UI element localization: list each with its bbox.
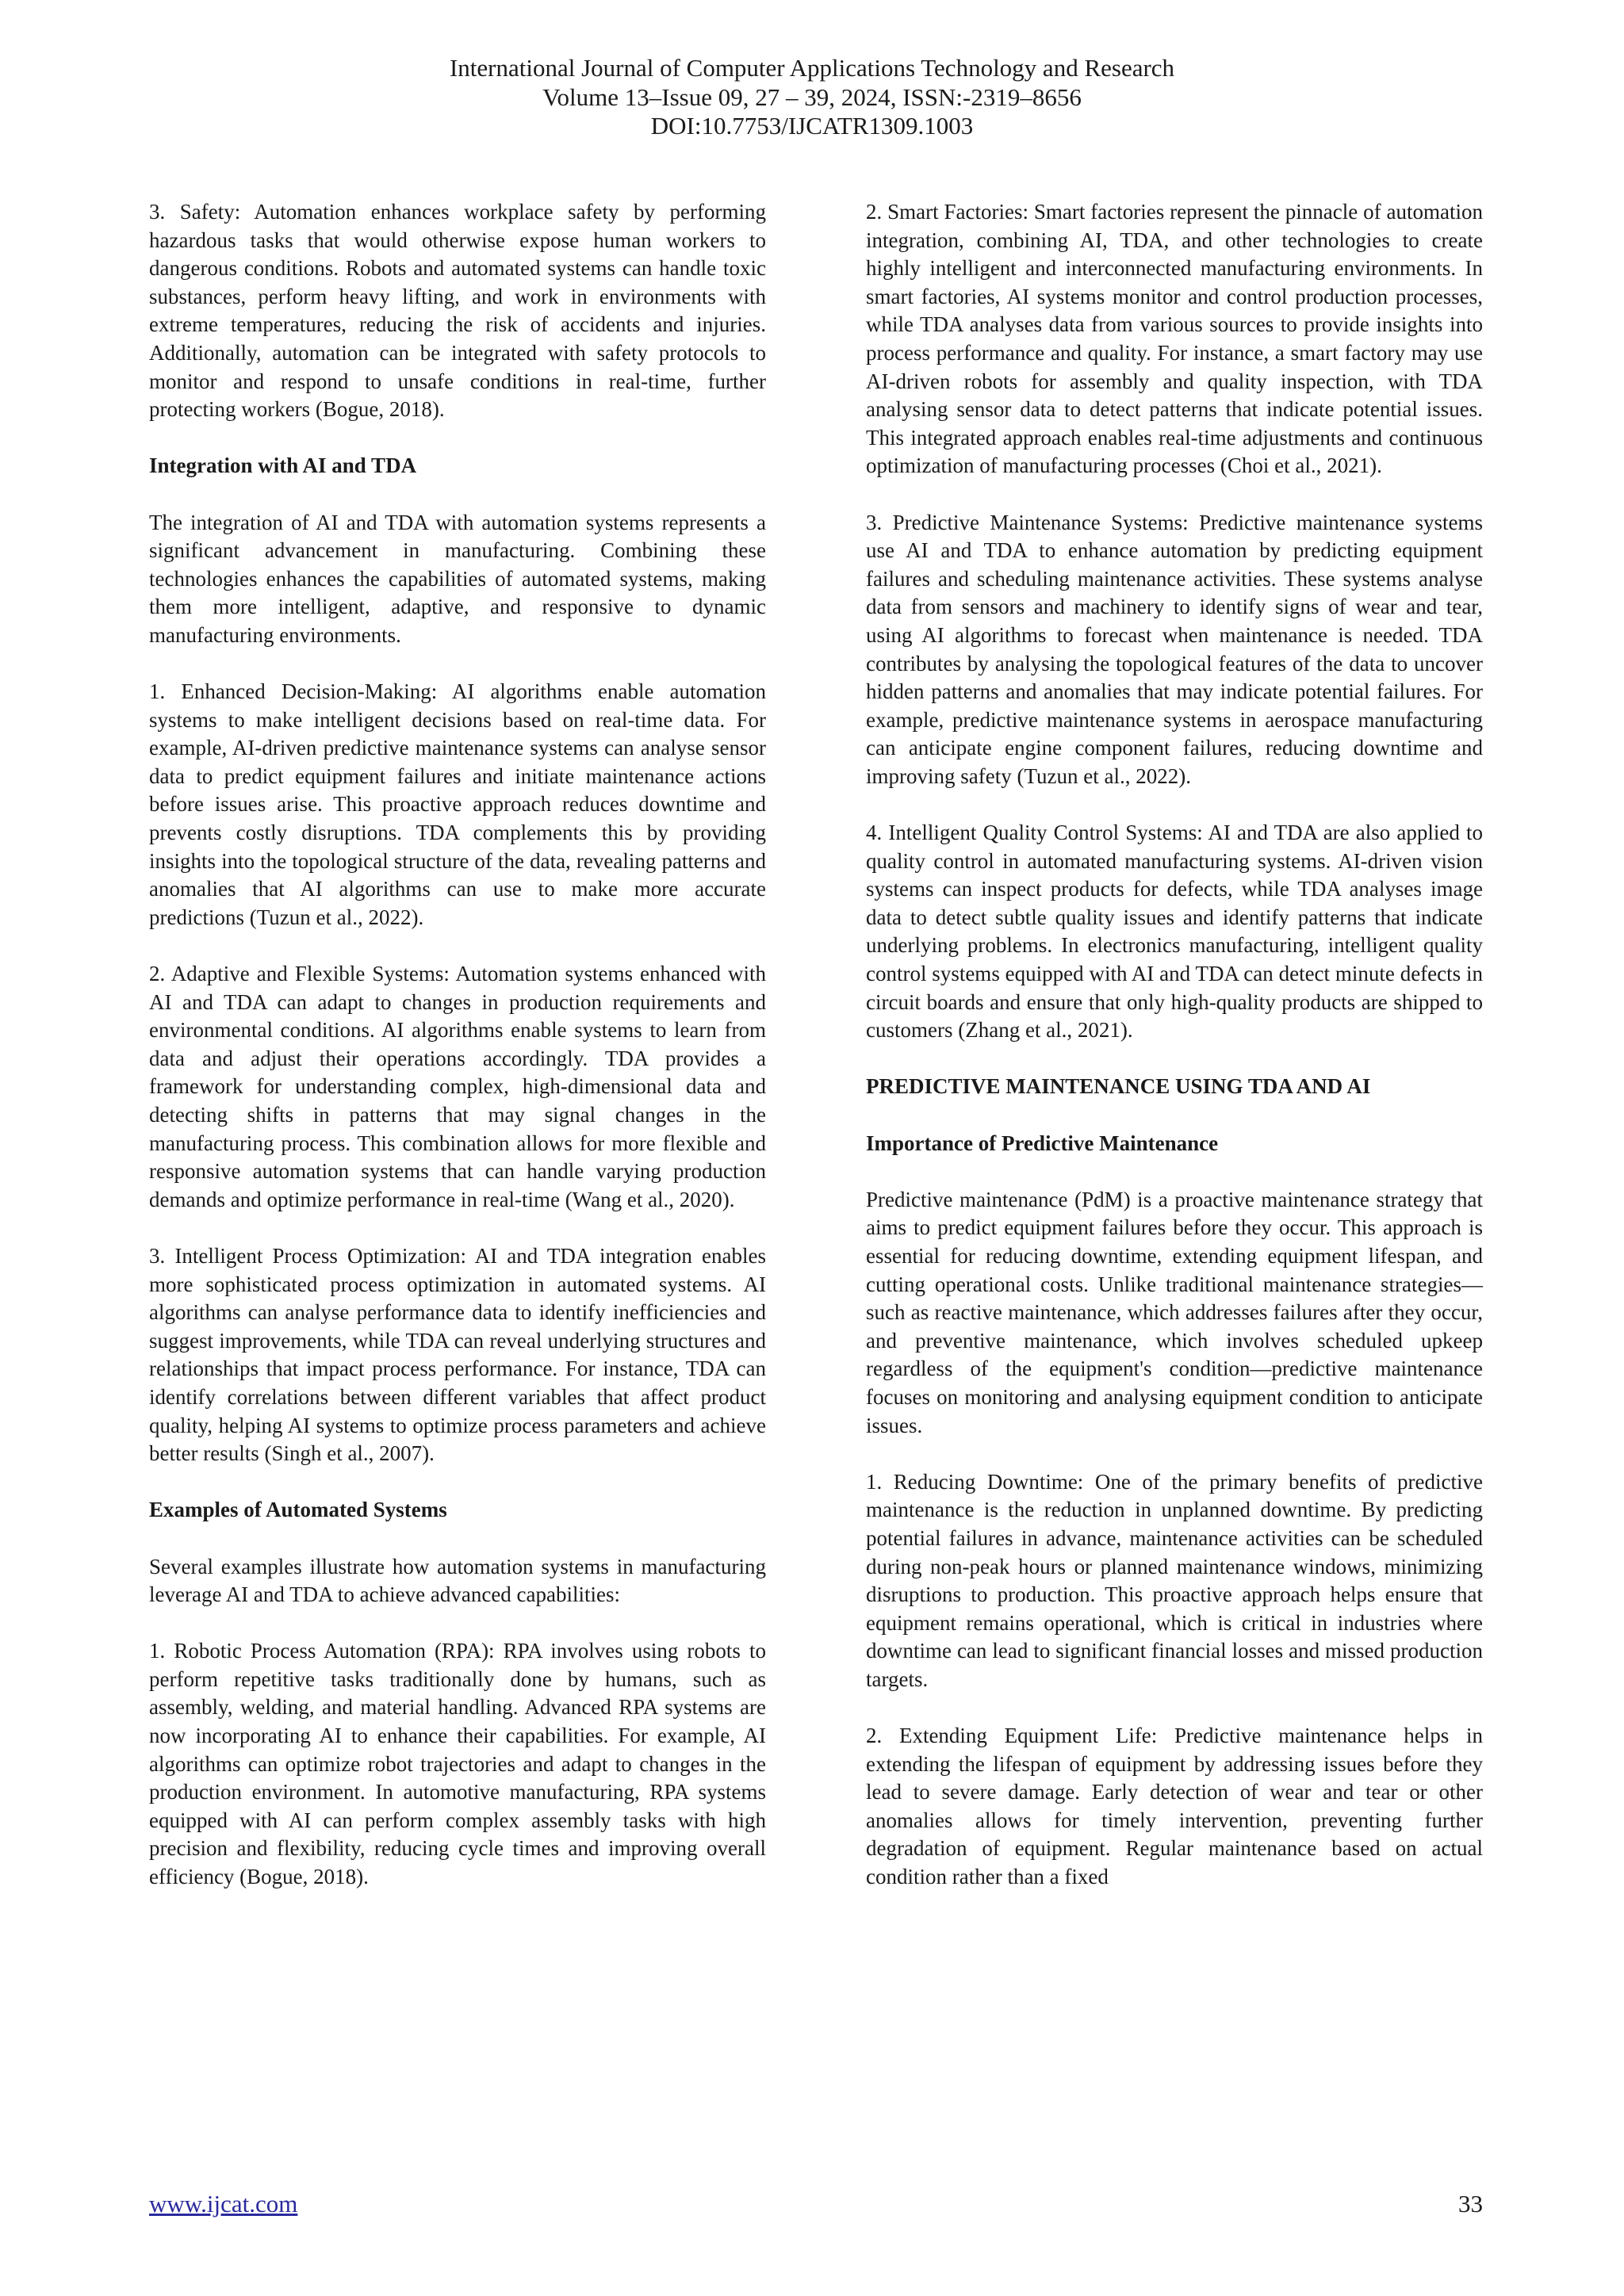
- body-paragraph: 3. Safety: Automation enhances workplace safety by performing hazardous tasks that would otherwise expose human workers to dangerous conditions. Robots and automated systems can handle toxic substances, perform heavy lifting, and work in environments with extreme temperatures, reducing the risk of accidents and injuries. Additionally, automation can be integrated with safety protocols to monitor and respond to unsafe conditions in real-time, further protecting workers (Bogue, 2018).: [149, 200, 766, 422]
- body-paragraph: 3. Predictive Maintenance Systems: Predictive maintenance systems use AI and TDA to enhance automation by predicting equipment failures and scheduling maintenance activities. These systems analyse data from sensors and machinery to identify signs of wear and tear, using AI algorithms to forecast when maintenance is needed. TDA contributes by analysing the topological features of the data to uncover hidden patterns and anomalies that may indicate potential failures. For example, predictive maintenance systems in aerospace manufacturing can anticipate engine component failures, reducing downtime and improving safety (Tuzun et al., 2022).: [866, 510, 1483, 788]
- body-paragraph: 2. Extending Equipment Life: Predictive maintenance helps in extending the lifespan of equipment by addressing issues before they lead to severe damage. Early detection of wear and tear or other anomalies allows for timely intervention, preventing further degradation of equipment. Regular maintenance based on actual condition rather than a fixed: [866, 1724, 1483, 1889]
- body-paragraph: 2. Adaptive and Flexible Systems: Automation systems enhanced with AI and TDA can adapt to changes in production requirements and environmental conditions. AI algorithms enable systems to learn from data and adjust their operations accordingly. TDA provides a framework for understanding complex, high-dimensional data and detecting shifts in patterns that may signal changes in the manufacturing process. This combination allows for more flexible and responsive automation systems that can handle varying production demands and optimize performance in real-time (Wang et al., 2020).: [149, 962, 766, 1211]
- body-paragraph: The integration of AI and TDA with automation systems represents a significant advancement in manufacturing. Combining these technologies enhances the capabilities of automated systems, making them more intelligent, adaptive, and responsive to dynamic manufacturing environments.: [149, 510, 766, 647]
- section-heading: PREDICTIVE MAINTENANCE USING TDA AND AI: [866, 1074, 1371, 1099]
- section-heading: Examples of Automated Systems: [149, 1498, 447, 1522]
- body-paragraph: 1. Robotic Process Automation (RPA): RPA involves using robots to perform repetitive tasks traditionally done by humans, such as assembly, welding, and material handling. Advanced RPA systems are now incorporating AI to enhance their capabilities. For example, AI algorithms can optimize robot trajectories and adapt to changes in the production environment. In automotive manufacturing, RPA systems equipped with AI can perform complex assembly tasks with high precision and flexibility, reducing cycle times and improving overall efficiency (Bogue, 2018).: [149, 1639, 766, 1889]
- body-paragraph: 4. Intelligent Quality Control Systems: AI and TDA are also applied to quality control in automated manufacturing systems. AI-driven vision systems can inspect products for defects, while TDA analyses image data to detect subtle quality issues and identify patterns that indicate underlying problems. In electronics manufacturing, intelligent quality control systems equipped with AI and TDA can detect minute defects in circuit boards and ensure that only high-quality products are shipped to customers (Zhang et al., 2021).: [866, 821, 1483, 1043]
- body-paragraph: 1. Enhanced Decision-Making: AI algorithms enable automation systems to make intelligent decisions based on real-time data. For example, AI-driven predictive maintenance systems can analyse sensor data to predict equipment failures and initiate maintenance actions before issues arise. This proactive approach reduces downtime and prevents costly disruptions. TDA complements this by providing insights into the topological structure of the data, revealing patterns and anomalies that AI algorithms can use to make more accurate predictions (Tuzun et al., 2022).: [149, 679, 766, 929]
- journal-doi: DOI:10.7753/IJCATR1309.1003: [650, 112, 974, 140]
- section-heading: Importance of Predictive Maintenance: [866, 1131, 1219, 1155]
- left-column: [149, 198, 766, 1919]
- body-paragraph: Predictive maintenance (PdM) is a proactive maintenance strategy that aims to predict equipment failures before they occur. This approach is essential for reducing downtime, extending equipment lifespan, and cutting operational costs. Unlike traditional maintenance strategies—such as reactive maintenance, which addresses failures after they occur, and preventive maintenance, which involves scheduled upkeep regardless of the equipment's condition—predictive maintenance focuses on monitoring and analysing equipment condition to anticipate issues.: [866, 1187, 1483, 1437]
- body-paragraph: 1. Reducing Downtime: One of the primary benefits of predictive maintenance is the reduction in unplanned downtime. By predicting potential failures in advance, maintenance activities can be scheduled during non-peak hours or planned maintenance windows, minimizing disruptions to production. This proactive approach helps ensure that equipment remains operational, which is critical in industries where downtime can lead to significant financial losses and missed production targets.: [866, 1469, 1483, 1691]
- journal-title: International Journal of Computer Applications Technology and Research: [449, 54, 1175, 82]
- body-paragraph: Several examples illustrate how automation systems in manufacturing leverage AI and TDA to achieve advanced capabilities:: [149, 1554, 766, 1607]
- body-paragraph: 3. Intelligent Process Optimization: AI and TDA integration enables more sophisticated process optimization in automated systems. AI algorithms can analyse performance data to identify inefficiencies and suggest improvements, while TDA can reveal underlying structures and relationships that impact process performance. For instance, TDA can identify correlations between different variables that affect product quality, helping AI systems to optimize process parameters and achieve better results (Singh et al., 2007).: [149, 1243, 766, 1466]
- journal-website-link[interactable]: www.ijcat.com: [149, 2190, 298, 2218]
- page-number: 33: [1458, 2190, 1483, 2218]
- body-paragraph: 2. Smart Factories: Smart factories represent the pinnacle of automation integration, combining AI, TDA, and other technologies to create highly intelligent and interconnected manufacturing environments. In smart factories, AI systems monitor and control production processes, while TDA analyses data from various sources to provide insights into process performance and quality. For instance, a smart factory may use AI-driven robots for assembly and quality inspection, with TDA analysing sensor data to detect patterns that indicate potential issues. This integrated approach enables real-time adjustments and continuous optimization of manufacturing processes (Choi et al., 2021).: [866, 200, 1483, 478]
- section-heading: Integration with AI and TDA: [149, 453, 417, 478]
- journal-volume: Volume 13–Issue 09, 27 – 39, 2024, ISSN:-2319–8656: [542, 82, 1082, 111]
- right-column: [866, 198, 1483, 1919]
- journal-header: [0, 54, 1624, 141]
- page-footer: [149, 2190, 1483, 2218]
